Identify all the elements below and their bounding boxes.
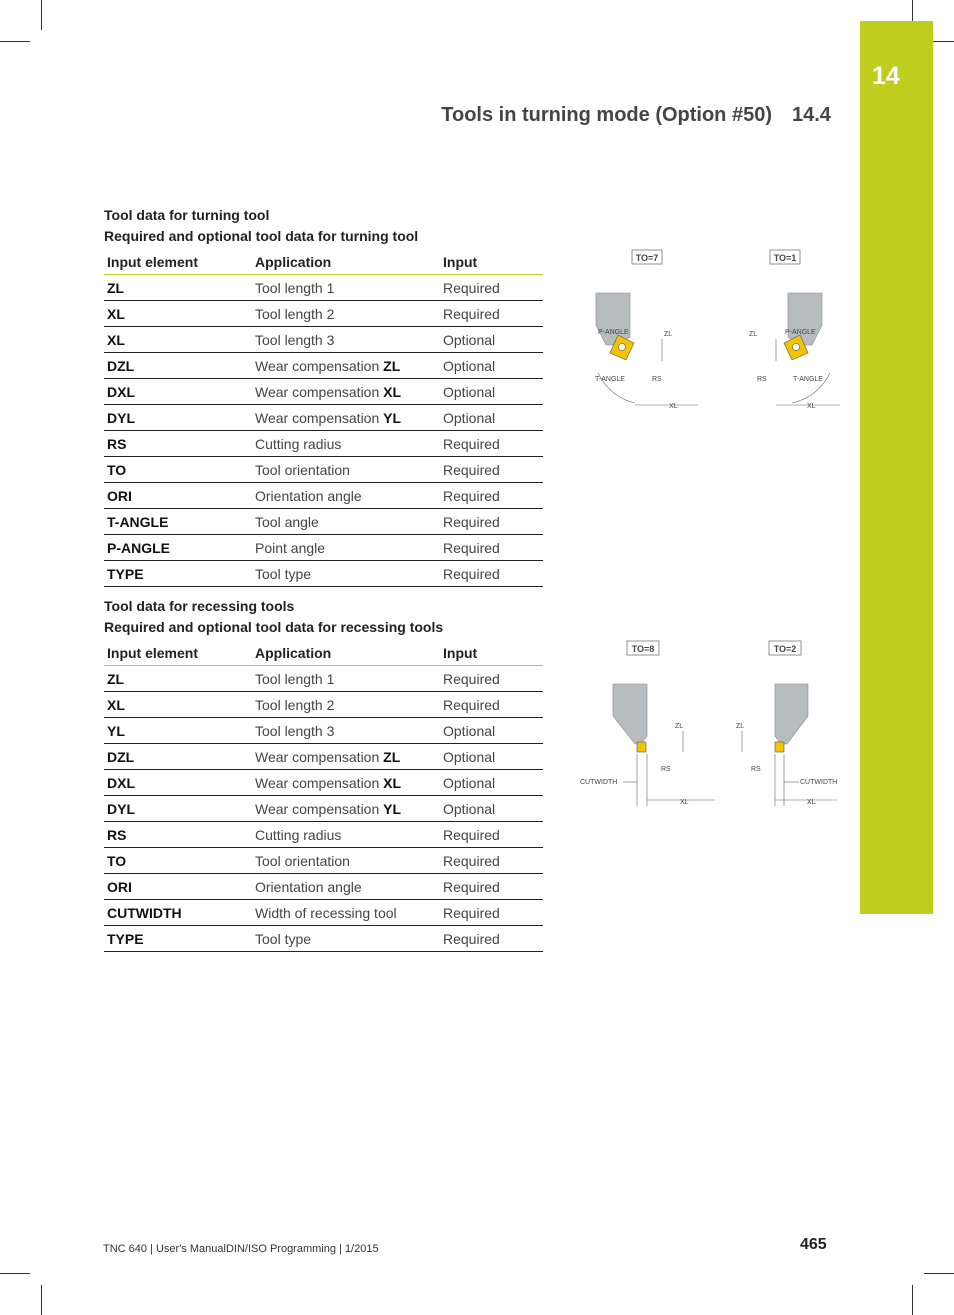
application-emphasis: YL	[383, 800, 402, 817]
to-label: TO=8	[631, 644, 655, 654]
tool-holder	[788, 293, 822, 345]
application-emphasis: ZL	[383, 357, 401, 374]
application-text: Cutting radius	[255, 435, 342, 452]
table-row	[104, 900, 543, 926]
application-cell	[252, 926, 440, 952]
application-cell	[252, 900, 440, 926]
input-cell: Required	[440, 848, 543, 874]
application-text: Point angle	[255, 539, 326, 556]
application-text: Tool length 2	[255, 305, 335, 322]
zl-label: ZL	[664, 331, 673, 338]
input-element-cell: TO	[104, 457, 252, 483]
input-element-cell: ZL	[104, 275, 252, 301]
application-emphasis: XL	[383, 774, 402, 791]
crop-mark	[912, 1285, 913, 1315]
application-text: Tool length 3	[255, 331, 335, 348]
chapter-number: 14	[872, 62, 900, 90]
input-element-cell: T-ANGLE	[104, 509, 252, 535]
table-row	[104, 770, 543, 796]
application-text: Wear compensation	[255, 748, 384, 765]
footer-text: TNC 640 | User's ManualDIN/ISO Programming | 1/2015	[103, 1243, 379, 1255]
input-cell: Optional	[440, 744, 543, 770]
insert-hole	[619, 344, 626, 351]
input-element-cell: DYL	[104, 796, 252, 822]
recessing-tool-figure	[575, 636, 850, 811]
application-text: Wear compensation	[255, 357, 384, 374]
tool-holder	[613, 684, 647, 744]
table-row	[104, 509, 543, 535]
input-element-cell: DXL	[104, 379, 252, 405]
table-row	[104, 561, 543, 587]
application-cell	[252, 483, 440, 509]
application-cell	[252, 874, 440, 900]
insert-icon	[637, 742, 646, 752]
table-row	[104, 353, 543, 379]
application-cell	[252, 301, 440, 327]
input-cell: Required	[440, 874, 543, 900]
application-cell	[252, 666, 440, 692]
xl-label: XL	[807, 799, 816, 806]
input-element-cell: TYPE	[104, 926, 252, 952]
application-cell	[252, 535, 440, 561]
tool-holder	[775, 684, 808, 744]
table-row	[104, 431, 543, 457]
turning-caption: Required and optional tool data for turning tool	[104, 228, 419, 244]
t-angle-label: T-ANGLE	[595, 376, 625, 383]
rs-label: RS	[751, 766, 761, 773]
crop-mark	[41, 0, 42, 30]
table-row	[104, 275, 543, 301]
insert-hole	[793, 344, 800, 351]
recessing-caption: Required and optional tool data for recessing tools	[104, 619, 444, 635]
table-row	[104, 405, 543, 431]
application-text: Wear compensation	[255, 774, 384, 791]
application-text: Wear compensation	[255, 383, 384, 400]
t-angle-label: T-ANGLE	[793, 376, 823, 383]
table-row	[104, 535, 543, 561]
application-text: Tool length 3	[255, 722, 335, 739]
input-element-cell: ZL	[104, 666, 252, 692]
input-cell: Optional	[440, 379, 543, 405]
page-number: 465	[800, 1236, 827, 1253]
input-cell: Required	[440, 926, 543, 952]
column-header: Input	[440, 249, 543, 275]
application-cell	[252, 405, 440, 431]
application-emphasis: YL	[383, 409, 402, 426]
application-cell	[252, 718, 440, 744]
application-cell	[252, 353, 440, 379]
application-cell	[252, 796, 440, 822]
input-element-cell: TO	[104, 848, 252, 874]
input-cell: Required	[440, 275, 543, 301]
application-text: Width of recessing tool	[255, 904, 397, 921]
column-header: Input	[440, 640, 543, 666]
application-cell	[252, 744, 440, 770]
insert-icon	[775, 742, 784, 752]
crop-mark	[41, 1285, 42, 1315]
input-element-cell: ORI	[104, 874, 252, 900]
application-text: Tool orientation	[255, 461, 350, 478]
table-row	[104, 874, 543, 900]
application-cell	[252, 379, 440, 405]
xl-label: XL	[680, 799, 689, 806]
p-angle-label: P-ANGLE	[785, 329, 816, 336]
application-cell	[252, 561, 440, 587]
application-text: Tool length 1	[255, 670, 335, 687]
input-cell: Optional	[440, 327, 543, 353]
recessing-heading: Tool data for recessing tools	[104, 598, 295, 614]
table-row	[104, 379, 543, 405]
application-cell	[252, 431, 440, 457]
rs-label: RS	[757, 376, 767, 383]
input-cell: Required	[440, 535, 543, 561]
application-text: Tool angle	[255, 513, 319, 530]
application-cell	[252, 770, 440, 796]
application-text: Wear compensation	[255, 409, 384, 426]
application-cell	[252, 509, 440, 535]
section-number: 14.4	[792, 104, 831, 126]
table-row	[104, 666, 543, 692]
application-text: Orientation angle	[255, 487, 362, 504]
application-text: Wear compensation	[255, 800, 384, 817]
turning-table	[104, 249, 543, 587]
page-title: Tools in turning mode (Option #50)	[441, 104, 772, 126]
input-element-cell: TYPE	[104, 561, 252, 587]
application-cell	[252, 327, 440, 353]
turning-tool-figure	[580, 245, 850, 420]
input-element-cell: P-ANGLE	[104, 535, 252, 561]
application-cell	[252, 457, 440, 483]
input-cell: Optional	[440, 405, 543, 431]
input-cell: Optional	[440, 796, 543, 822]
chapter-tab	[860, 21, 933, 914]
application-text: Tool orientation	[255, 852, 350, 869]
table-row	[104, 718, 543, 744]
to-label: TO=2	[773, 644, 797, 654]
application-text: Tool type	[255, 565, 312, 582]
input-cell: Required	[440, 457, 543, 483]
turning-heading: Tool data for turning tool	[104, 207, 270, 223]
table-row	[104, 926, 543, 952]
table-row	[104, 744, 543, 770]
column-header: Input element	[104, 249, 252, 275]
input-element-cell: DXL	[104, 770, 252, 796]
table-row	[104, 457, 543, 483]
column-header: Application	[252, 249, 440, 275]
application-emphasis: ZL	[383, 748, 401, 765]
table-header-row	[104, 640, 543, 666]
application-text: Tool length 2	[255, 696, 335, 713]
input-element-cell: XL	[104, 327, 252, 353]
table-row	[104, 301, 543, 327]
application-text: Tool type	[255, 930, 312, 947]
input-cell: Required	[440, 900, 543, 926]
application-cell	[252, 275, 440, 301]
input-element-cell: XL	[104, 692, 252, 718]
application-emphasis: XL	[383, 383, 402, 400]
input-cell: Required	[440, 561, 543, 587]
table-row	[104, 483, 543, 509]
input-element-cell: YL	[104, 718, 252, 744]
tool-holder	[596, 293, 630, 345]
zl-label: ZL	[749, 331, 758, 338]
input-element-cell: DZL	[104, 744, 252, 770]
table-row	[104, 848, 543, 874]
input-element-cell: ORI	[104, 483, 252, 509]
application-text: Cutting radius	[255, 826, 342, 843]
input-cell: Optional	[440, 770, 543, 796]
table-header-row	[104, 249, 543, 275]
cutwidth-label: CUTWIDTH	[580, 779, 618, 786]
input-cell: Optional	[440, 353, 543, 379]
application-text: Tool length 1	[255, 279, 335, 296]
xl-label: XL	[807, 403, 816, 410]
input-cell: Required	[440, 483, 543, 509]
table-row	[104, 822, 543, 848]
input-cell: Required	[440, 509, 543, 535]
zl-label: ZL	[675, 723, 684, 730]
cutwidth-label: CUTWIDTH	[800, 779, 838, 786]
input-cell: Required	[440, 692, 543, 718]
table-row	[104, 692, 543, 718]
application-cell	[252, 692, 440, 718]
application-text: Orientation angle	[255, 878, 362, 895]
to-label: TO=1	[773, 253, 797, 263]
input-cell: Required	[440, 431, 543, 457]
input-cell: Required	[440, 301, 543, 327]
xl-label: XL	[669, 403, 678, 410]
table-row	[104, 327, 543, 353]
input-cell: Required	[440, 666, 543, 692]
zl-label: ZL	[736, 723, 745, 730]
table-row	[104, 796, 543, 822]
column-header: Application	[252, 640, 440, 666]
crop-mark	[924, 1273, 954, 1274]
input-element-cell: XL	[104, 301, 252, 327]
to-label: TO=7	[635, 253, 659, 263]
column-header: Input element	[104, 640, 252, 666]
crop-mark	[0, 41, 30, 42]
input-cell: Required	[440, 822, 543, 848]
crop-mark	[0, 1273, 30, 1274]
input-element-cell: RS	[104, 431, 252, 457]
rs-label: RS	[652, 376, 662, 383]
input-element-cell: DYL	[104, 405, 252, 431]
p-angle-label: P-ANGLE	[598, 329, 629, 336]
rs-label: RS	[661, 766, 671, 773]
input-cell: Optional	[440, 718, 543, 744]
application-cell	[252, 848, 440, 874]
input-element-cell: DZL	[104, 353, 252, 379]
input-element-cell: RS	[104, 822, 252, 848]
application-cell	[252, 822, 440, 848]
recessing-table	[104, 640, 543, 952]
input-element-cell: CUTWIDTH	[104, 900, 252, 926]
